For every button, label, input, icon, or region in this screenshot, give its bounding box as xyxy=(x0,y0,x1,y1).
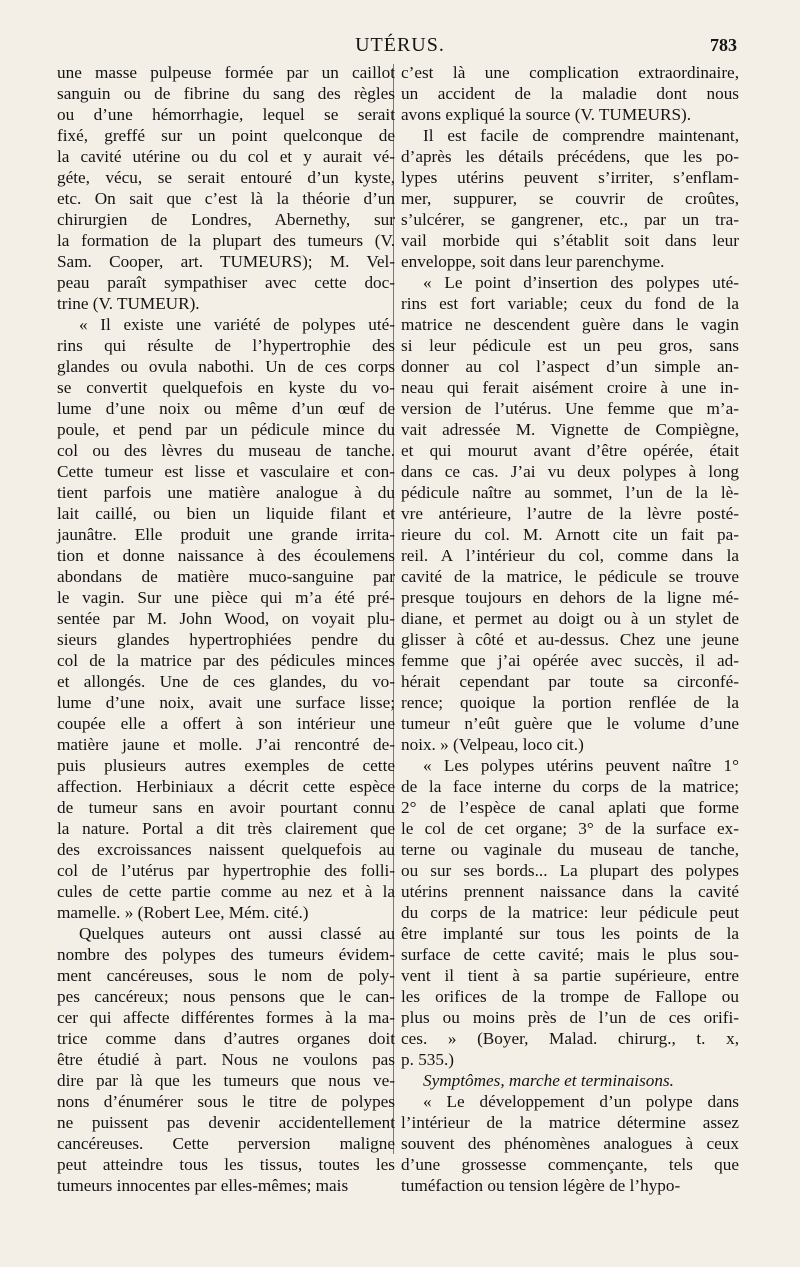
text-line: affection. Herbiniaux a décrit cette espèce xyxy=(57,777,395,796)
text-line: chirurgien de Londres, Abernethy, sur xyxy=(57,210,395,229)
text-line: utérins prennent naissance dans la cavité xyxy=(401,882,739,901)
text-line: tumeur n’eût guère que le volume d’une xyxy=(401,714,739,733)
text-line: vent il tient à sa partie supérieure, entre xyxy=(401,966,739,985)
text-line: une masse pulpeuse formée par un caillot xyxy=(57,63,395,82)
text-line: rieure du col. M. Arnott cite un fait pa- xyxy=(401,525,739,544)
text-line: lait caillé, ou bien un liquide filant et xyxy=(57,504,395,523)
text-line: lume d’une noix ou même d’un œuf de xyxy=(57,399,395,418)
text-line: etc. On sait que c’est là la théorie d’un xyxy=(57,189,395,208)
text-line: c’est là une complication extraordinaire, xyxy=(401,63,739,82)
text-line: la formation de la plupart des tumeurs (V. xyxy=(57,231,395,250)
text-line: de tumeur sans en avoir pourtant connu xyxy=(57,798,395,817)
text-line: tuméfaction ou tension légère de l’hypo- xyxy=(401,1176,681,1195)
text-line: sanguin ou de fibrine du sang des règles xyxy=(57,84,395,103)
text-line: version de l’utérus. Une femme que m’a- xyxy=(401,399,739,418)
text-line: souvent des phénomènes analogues à ceux xyxy=(401,1134,739,1153)
text-line: peut atteindre tous les tissus, toutes les xyxy=(57,1155,395,1174)
text-line: et qui mourut avant d’être opérée, était xyxy=(401,441,739,460)
text-line: rins qui résulte de l’hypertrophie des xyxy=(57,336,395,355)
text-line: hérait cependant par toute sa circonfé- xyxy=(401,672,739,691)
text-line: plus ou moins près de l’un de ces orifi- xyxy=(401,1008,739,1027)
text-line: noix. » (Velpeau, loco cit.) xyxy=(401,735,584,754)
text-line: col de la matrice par des pédicules minces xyxy=(57,651,395,670)
text-line: Il est facile de comprendre maintenant, xyxy=(423,126,739,145)
text-line: fixé, greffé sur un point quelconque de xyxy=(57,126,395,145)
text-line: ne puissent pas devenir accidentellement xyxy=(57,1113,395,1132)
text-line: « Les polypes utérins peuvent naître 1° xyxy=(423,756,739,775)
text-line: la cavité utérine ou du col et y aurait vé- xyxy=(57,147,395,166)
text-line: glandes ou ovula nabothi. Un de ces corps xyxy=(57,357,395,376)
text-line: 2° de l’espèce de canal aplati que forme xyxy=(401,798,739,817)
text-line: être implanté sur tous les points de la xyxy=(401,924,739,943)
text-line: Cette tumeur est lisse et vasculaire et con- xyxy=(57,462,395,481)
text-line: terne ou vaginale du museau de tanche, xyxy=(401,840,739,859)
text-line: pédicule naître au sommet, l’un de la lè- xyxy=(401,483,739,502)
text-line: nombre des polypes des tumeurs évidem- xyxy=(57,945,395,964)
text-line: l’intérieur de la matrice détermine assez xyxy=(401,1113,739,1132)
text-line: rins est fort variable; ceux du fond de la xyxy=(401,294,739,313)
text-line: se convertit quelquefois en kyste du vo- xyxy=(57,378,395,397)
text-line: donner au col l’aspect d’un simple an- xyxy=(401,357,739,376)
text-line: vail morbide qui s’établit soit dans leur xyxy=(401,231,739,250)
text-line: sentée par M. John Wood, on voyait plu- xyxy=(57,609,395,628)
text-line: avons expliqué la source (V. TUMEURS). xyxy=(401,105,692,124)
text-line: cer qui affecte différentes formes à la ma- xyxy=(57,1008,395,1027)
text-line: de la face interne du corps de la matrice; xyxy=(401,777,739,796)
text-line: cavité de la matrice, le pédicule se trouve xyxy=(401,567,739,586)
text-line: nons d’énumérer sous le titre de polypes xyxy=(57,1092,395,1111)
text-line: lume d’une noix, avait une surface lisse; xyxy=(57,693,395,712)
text-line: ment cancéreuses, sous le nom de poly- xyxy=(57,966,395,985)
text-line: un accident de la maladie dont nous xyxy=(401,84,739,103)
text-line: trine (V. TUMEUR). xyxy=(57,294,200,313)
text-line: ou sur ses bords... La plupart des polypes xyxy=(401,861,739,880)
text-line: glisser à côté et au-dessus. Chez une jeune xyxy=(401,630,739,649)
text-line: rence; quoique la portion renflée de la xyxy=(401,693,739,712)
text-line: puis plusieurs autres exemples de cette xyxy=(57,756,395,775)
text-line: col de l’utérus par hypertrophie des folli- xyxy=(57,861,395,880)
text-line: mamelle. » (Robert Lee, Mém. cité.) xyxy=(57,903,309,922)
text-line: abondans de matière muco-sanguine par xyxy=(57,567,395,586)
text-line: enveloppe, soit dans leur parenchyme. xyxy=(401,252,665,271)
text-line: tumeurs innocentes par elles-mêmes; mais xyxy=(57,1176,349,1195)
text-line: être étudié à part. Nous ne voulons pas xyxy=(57,1050,395,1069)
text-line: ces. » (Boyer, Malad. chirurg., t. x, xyxy=(401,1029,739,1048)
text-line: d’une grossesse commençante, tels que xyxy=(401,1155,739,1174)
text-line: cules de cette partie comme au nez et à la xyxy=(57,882,395,901)
text-line: presque toujours en dehors de la ligne mé- xyxy=(401,588,739,607)
text-line: s’ulcérer, se gangrener, etc., par un tra- xyxy=(401,210,739,229)
text-line: poule, et pend par un pédicule mince du xyxy=(57,420,395,439)
text-line: des excroissances naissent quelquefois au xyxy=(57,840,395,859)
page-header xyxy=(55,30,745,60)
text-line: coupée elle a offert à son intérieur une xyxy=(57,714,395,733)
text-line: matière jaune et molle. J’ai rencontré de- xyxy=(57,735,395,754)
text-line: ou d’une hémorrhagie, lequel se serait xyxy=(57,105,395,124)
page-number: 783 xyxy=(710,35,737,55)
text-line: Symptômes, marche et terminaisons. xyxy=(423,1071,674,1090)
text-line: dire par là que les tumeurs que nous ve- xyxy=(57,1071,395,1090)
text-line: « Il existe une variété de polypes uté- xyxy=(79,315,395,334)
text-line: Quelques auteurs ont aussi classé au xyxy=(79,924,395,943)
text-line: surface de cette cavité; mais le plus sou- xyxy=(401,945,739,964)
text-line: d’après les détails précédens, que les po- xyxy=(401,147,739,166)
text-line: pes cancéreux; nous pensons que le can- xyxy=(57,987,395,1006)
text-line: « Le point d’insertion des polypes uté- xyxy=(423,273,739,292)
left-column xyxy=(57,62,395,1196)
text-line: la nature. Portal a dit très clairement que xyxy=(57,819,395,838)
text-line: trice comme dans d’autres organes doit xyxy=(57,1029,395,1048)
text-line: le col de cet organe; 3° de la surface ex- xyxy=(401,819,739,838)
text-line: lypes utérins peuvent s’irriter, s’enflam- xyxy=(401,168,739,187)
text-line: cancéreuses. Cette perversion maligne xyxy=(57,1134,395,1153)
text-line: vre antérieure, l’autre de la lèvre posté- xyxy=(401,504,739,523)
text-line: tion et donne naissance à des écoulemens xyxy=(57,546,395,565)
text-line: Sam. Cooper, art. TUMEURS); M. Vel- xyxy=(57,252,395,271)
text-line: le vagin. Sur une pièce qui m’a été pré- xyxy=(57,588,395,607)
text-line: p. 535.) xyxy=(401,1050,454,1069)
running-title: UTÉRUS. xyxy=(355,34,445,56)
text-line: les orifices de la trompe de Fallope ou xyxy=(401,987,739,1006)
text-line: col ou des lèvres du museau de tanche. xyxy=(57,441,395,460)
text-line: « Le développement d’un polype dans xyxy=(423,1092,739,1111)
text-line: dans ce cas. J’ai vu deux polypes à long xyxy=(401,462,739,481)
text-line: vait adressée M. Vignette de Compiègne, xyxy=(401,420,739,439)
text-line: peau paraît sympathiser avec cette doc- xyxy=(57,273,395,292)
text-line: sieurs glandes hypertrophiées pendre du xyxy=(57,630,395,649)
text-line: femme que j’ai opérée avec succès, il ad- xyxy=(401,651,739,670)
text-line: diane, et permet au doigt ou à un stylet de xyxy=(401,609,739,628)
text-line: et allongés. Une de ces glandes, du vo- xyxy=(57,672,395,691)
text-line: si leur pédicule est un peu gros, sans xyxy=(401,336,739,355)
text-line: géte, vécu, se serait entouré d’un kyste, xyxy=(57,168,395,187)
text-line: du corps de la matrice: leur pédicule peut xyxy=(401,903,739,922)
text-line: jaunâtre. Elle produit une grande irrita- xyxy=(57,525,395,544)
text-line: neau qui ferait aisément croire à une in- xyxy=(401,378,739,397)
text-line: tient parfois une matière analogue à du xyxy=(57,483,395,502)
text-line: mer, suppurer, se couvrir de croûtes, xyxy=(401,189,739,208)
text-line: reil. A l’intérieur du col, comme dans la xyxy=(401,546,739,565)
text-line: matrice ne descendent guère dans le vagin xyxy=(401,315,739,334)
right-column xyxy=(401,62,739,1196)
